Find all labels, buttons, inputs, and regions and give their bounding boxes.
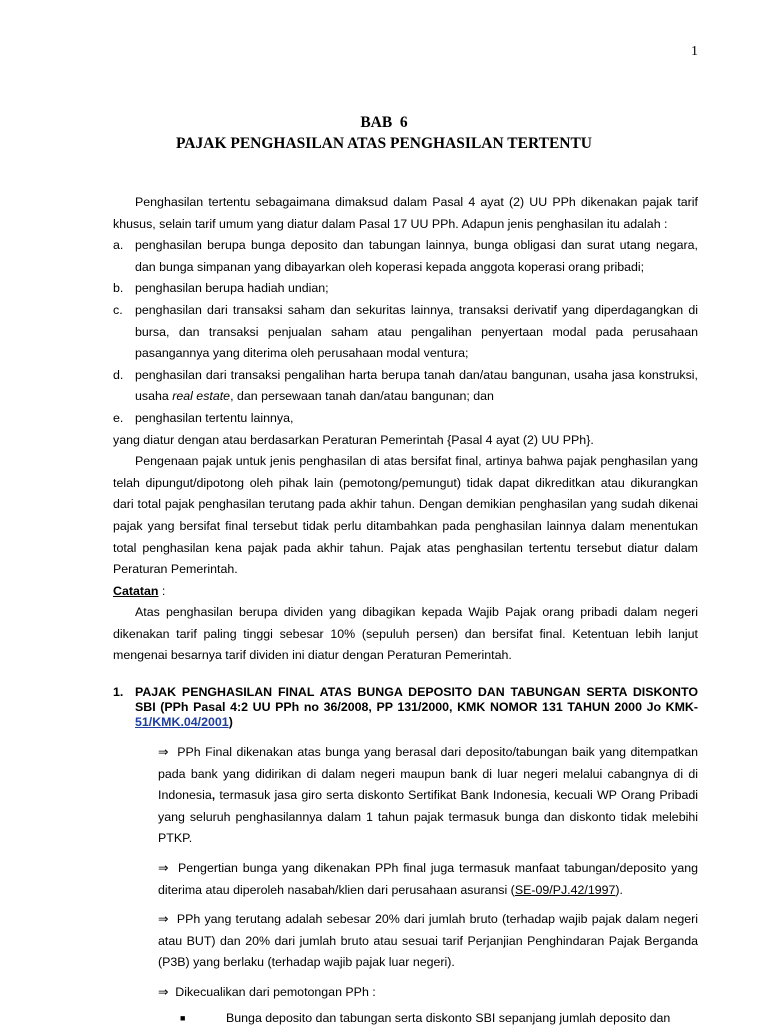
list-item: b. penghasilan berupa hadiah undian;: [113, 281, 329, 296]
page-number: 1: [691, 44, 698, 59]
section-1-heading: 1. PAJAK PENGHASILAN FINAL ATAS BUNGA DEPOSITO DAN TABUNGAN SERTA DISKONTO SBI (PPh Pasal 4:2 UU PPh no 36/2008, PP 131/2000, KMK NOMOR 131 TAHUN 2000 Jo KMK-51/KMK.04/2001): [113, 685, 698, 730]
final-paragraph: Pengenaan pajak untuk jenis penghasilan di atas bersifat final, artinya bahwa pajak penghasilan yang telah dipungut/dipotong oleh pihak lain (pemotong/pemungut) tidak dapat dikreditkan atau dikurangkan dari total pajak penghasilan terutang pada akhir tahun. Dengan demikian penghasilan yang sudah dikenai pajak yang bersifat final tersebut tidak perlu ditambahkan pada penghasilan lainnya dalam menentukan total penghasilan kena pajak pada akhir tahun. Pajak atas penghasilan tertentu tersebut diatur dalam Peraturan Pemerintah.: [113, 454, 698, 577]
arrow-point: ⇒ Dikecualikan dari pemotongan PPh :: [158, 985, 376, 999]
bullet-point: ■ Bunga deposito dan tabungan serta diskonto SBI sepanjang jumlah deposito dan: [113, 1008, 698, 1029]
chapter-label: BAB 6: [360, 114, 408, 131]
list-item: d. penghasilan dari transaksi pengalihan harta berupa tanah dan/atau bangunan, usaha jasa konstruksi, usaha real estate, dan persewaan tanah dan/atau bangunan; dan: [113, 367, 698, 404]
square-bullet-icon: ■: [180, 1012, 186, 1023]
intro-paragraph: Penghasilan tertentu sebagaimana dimaksud dalam Pasal 4 ayat (2) UU PPh dikenakan pajak tarif khusus, selain tarif umum yang diatur dalam Pasal 17 UU PPh. Adapun jenis penghasilan itu adalah :: [113, 195, 698, 231]
arrow-point: ⇒ PPh yang terutang adalah sebesar 20% dari jumlah bruto (terhadap wajib pajak dalam negeri atau BUT) dan 20% dari jumlah bruto atau sesuai tarif Perjanjian Penghindaran Pajak Berganda (P3B) yang berlaku (terhadap wajib pajak luar negeri).: [158, 912, 698, 970]
regulation-link[interactable]: 51/KMK.04/2001: [135, 715, 229, 730]
list-item: a. penghasilan berupa bunga deposito dan tabungan lainnya, bunga obligasi dan surat utang negara, dan bunga simpanan yang dibayarkan oleh koperasi kepada anggota koperasi orang pribadi;: [113, 238, 698, 274]
arrow-icon: ⇒: [158, 912, 169, 927]
chapter-header: [0, 112, 768, 154]
arrow-icon: ⇒: [158, 861, 169, 876]
closing-line: yang diatur dengan atau berdasarkan Peraturan Pemerintah {Pasal 4 ayat (2) UU PPh}.: [113, 432, 594, 447]
chapter-title: PAJAK PENGHASILAN ATAS PENGHASILAN TERTENTU: [175, 135, 593, 152]
arrow-point: ⇒ Pengertian bunga yang dikenakan PPh final juga termasuk manfaat tabungan/deposito yang diterima atau diperoleh nasabah/klien dari perusahaan asuransi (SE-09/PJ.42/1997).: [158, 861, 698, 897]
list-item: e. penghasilan tertentu lainnya,: [113, 410, 294, 425]
note-paragraph: Atas penghasilan berupa dividen yang dibagikan kepada Wajib Pajak orang pribadi dalam negeri dikenakan tarif paling tinggi sebesar 10% (sepuluh persen) dan bersifat final. Ketentuan lebih lanjut mengenai besarnya tarif dividen ini diatur dengan Peraturan Pemerintah.: [113, 605, 698, 663]
note-label: Catatan: [113, 583, 159, 598]
arrow-point: ⇒ PPh Final dikenakan atas bunga yang berasal dari deposito/tabungan baik yang ditempatkan pada bank yang didirikan di dalam negeri maupun bank di luar negeri melalui cabangnya di di Indonesia, termasuk jasa giro serta diskonto Sertifikat Bank Indonesia, kecuali WP Orang Pribadi yang seluruh penghasilannya dalam 1 tahun pajak termasuk bunga dan diskonto tidak melebihi PTKP.: [158, 745, 699, 846]
circular-reference: SE-09/PJ.42/1997: [514, 882, 616, 897]
arrow-icon: ⇒: [158, 985, 169, 999]
list-item: c. penghasilan dari transaksi saham dan sekuritas lainnya, transaksi derivatif yang diperdagangkan di bursa, dan transaksi penjualan saham atau pengalihan penyertaan modal pada perusahaan pasangannya yang diterima oleh perusahaan modal ventura;: [113, 302, 698, 361]
document-body: [113, 192, 698, 1029]
note-heading: Catatan :: [113, 583, 166, 598]
arrow-icon: ⇒: [158, 745, 169, 760]
